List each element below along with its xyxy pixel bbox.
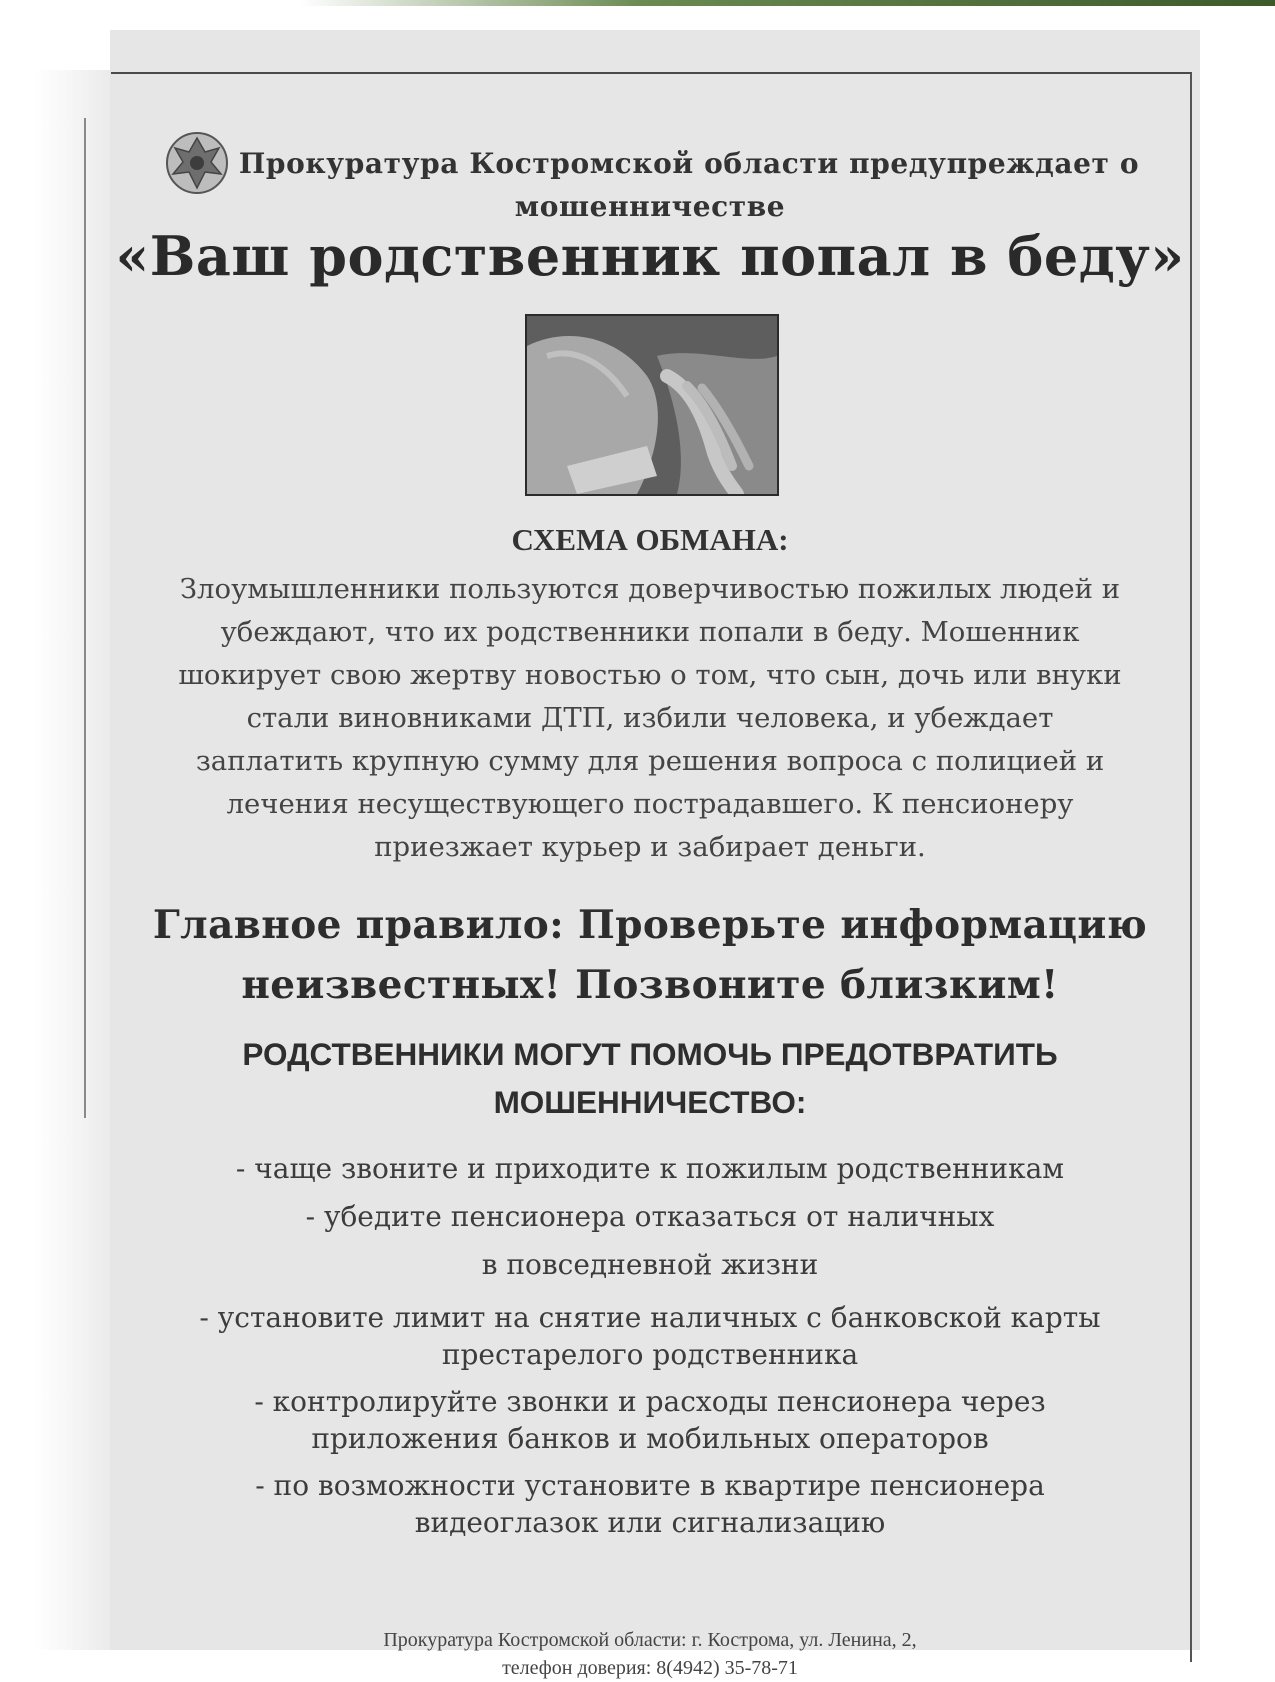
footer-address: Прокуратура Костромской области: г. Кострома, ул. Ленина, 2, — [383, 1629, 917, 1651]
top-edge-strip — [300, 0, 1275, 6]
header-title-line2: мошенничестве — [514, 190, 786, 223]
tip-item — [100, 1193, 1200, 1289]
footer-phone: телефон доверия: 8(4942) 35-78-71 — [502, 1657, 798, 1679]
prosecutor-emblem-icon — [161, 128, 233, 198]
scheme-line: лечения несуществующего пострадавшего. К пенсионеру — [226, 788, 1074, 820]
main-rule-line1: Главное правило: Проверьте информацию — [152, 902, 1148, 948]
scheme-line: убеждают, что их родственники попали в беду. Мошенник — [220, 616, 1080, 648]
header-title-line1: Прокуратура Костромской области предупреждает о — [238, 146, 1140, 180]
relatives-heading — [100, 1030, 1200, 1126]
tip-line: престарелого родственника — [441, 1338, 859, 1371]
scheme-text — [100, 568, 1200, 869]
tip-item — [100, 1146, 1200, 1192]
tip-item — [100, 1467, 1200, 1541]
main-rule-line2: неизвестных! Позвоните близким! — [241, 962, 1059, 1008]
scheme-title: СХЕМА ОБМАНА: — [511, 522, 789, 557]
tip-line: видеоглазок или сигнализацию — [414, 1506, 886, 1539]
tip-line: - установите лимит на снятие наличных с банковской карты — [199, 1301, 1101, 1334]
main-rule — [100, 895, 1200, 1015]
relatives-heading-line1: РОДСТВЕННИКИ МОГУТ ПОМОЧЬ ПРЕДОТВРАТИТЬ — [242, 1036, 1058, 1072]
scheme-line: заплатить крупную сумму для решения вопроса с полицией и — [195, 745, 1105, 777]
scheme-line: Злоумышленники пользуются доверчивостью пожилых людей и — [179, 573, 1121, 605]
footer — [100, 1626, 1200, 1682]
elderly-hands-photo — [525, 314, 779, 496]
page-frame-left-line — [84, 118, 86, 1118]
tip-line: - контролируйте звонки и расходы пенсионера через — [254, 1385, 1046, 1418]
scheme-line: стали виновниками ДТП, избили человека, и убеждает — [246, 702, 1054, 734]
tip-item — [100, 1299, 1200, 1373]
tips-list — [100, 1146, 1200, 1541]
header — [100, 128, 1200, 223]
tip-line: приложения банков и мобильных операторов — [311, 1422, 989, 1455]
tip-line: - по возможности установите в квартире пенсионера — [255, 1469, 1045, 1502]
tip-item — [100, 1383, 1200, 1457]
headline: «Ваш родственник попал в беду» — [115, 224, 1185, 288]
tip-line: - убедите пенсионера отказаться от наличных — [305, 1200, 995, 1233]
scheme-line: шокирует свою жертву новостью о том, что сын, дочь или внуки — [178, 659, 1122, 691]
scheme-line: приезжает курьер и забирает деньги. — [374, 831, 926, 863]
tip-line: в повседневной жизни — [481, 1248, 819, 1281]
tip-line: - чаще звоните и приходите к пожилым родственникам — [235, 1152, 1065, 1185]
relatives-heading-line2: МОШЕННИЧЕСТВО: — [493, 1084, 807, 1120]
